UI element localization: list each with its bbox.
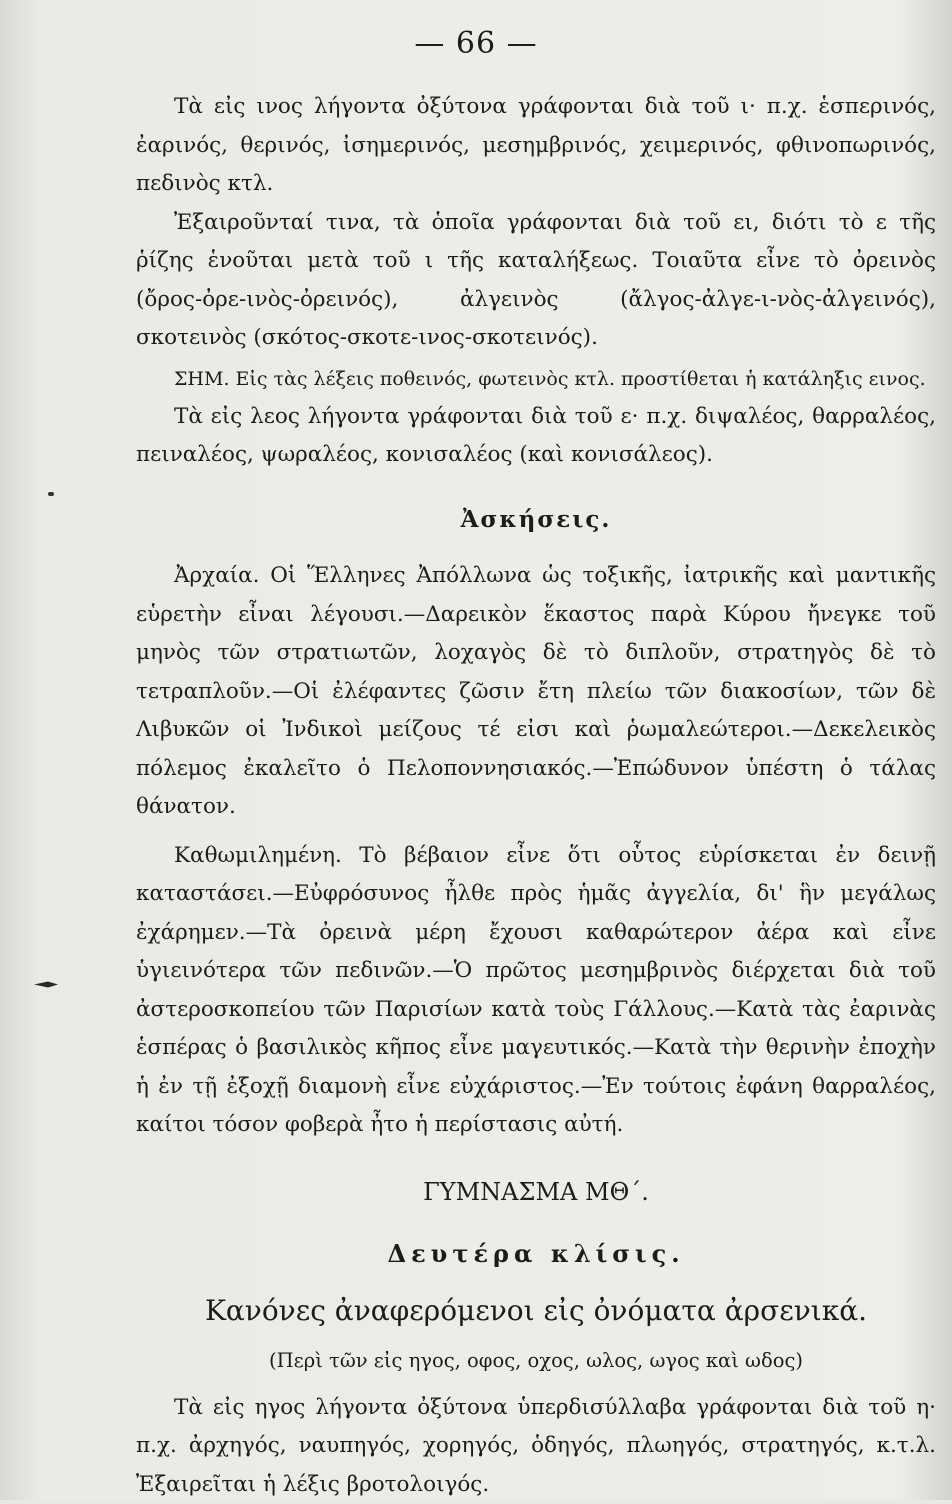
paragraph-modern-examples: Καθωμιλημένη. Τὸ βέβαιον εἶνε ὅτι οὗτος εὑρίσκεται ἐν δεινῇ καταστάσει.—Εὐφρόσυνος ἦλθε πρὸς ἡμᾶς ἀγγελία, δι' ἣν μεγάλως ἐχάρημεν.—Τὰ ὀρεινὰ μέρη ἔχουσι καθαρώτερον ἀέρα καὶ εἶνε ὑγιεινότερα τῶν πεδινῶν.—Ὁ πρῶτος μεσημβρινὸς διέρχεται διὰ τοῦ ἀστεροσκοπείου τῶν Παρισίων κατὰ τοὺς Γάλλους.—Κατὰ τὰς ἐαρινὰς ἑσπέρας ὁ βασιλικὸς κῆπος εἶνε μαγευτικός.—Κατὰ τὴν θερινὴν ἐποχὴν ἡ ἐν τῇ ἐξοχῇ διαμονὴ εἶνε εὐχάριστος.—Ἐν τούτοις ἐφάνη θαρραλέος, καίτοι τόσον φοβερὰ ἦτο ἡ περίστασις αὐτή.: [136, 837, 936, 1145]
parenthetical-endings: (Περὶ τῶν εἰς ηγος, οφος, οχος, ωλος, ωγος καὶ ωδος): [136, 1342, 936, 1381]
paragraph-leos-rule: Τὰ εἰς λεος λήγοντα γράφονται διὰ τοῦ ε· π.χ. διψαλέος, θαρραλέος, πειναλέος, ψωραλέος, κονισαλέος (καὶ κονισάλεος).: [136, 398, 936, 475]
rules-heading: Κανόνες ἀναφερόμενοι εἰς ὀνόματα ἀρσενικά.: [136, 1292, 936, 1331]
margin-mark: [48, 492, 54, 496]
page-number: — 66 —: [0, 26, 952, 61]
paragraph-exceptions: Ἐξαιροῦνταί τινα, τὰ ὁποῖα γράφονται διὰ τοῦ ει, διότι τὸ ε τῆς ῥίζης ἑνοῦται μετὰ τοῦ ι τῆς καταλήξεως. Τοιαῦτα εἶνε τὸ ὀρεινὸς (ὄρος-ὀρε-ινὸς-ὀρεινός), ἀλγεινὸς (ἄλγος-ἀλγε-ι-νὸς-ἀλγεινός), σκοτεινὸς (σκότος-σκοτε-ινος-σκοτεινός).: [136, 204, 936, 358]
paragraph-ancient-examples: Ἀρχαία. Οἱ Ἕλληνες Ἀπόλλωνα ὡς τοξικῆς, ἰατρικῆς καὶ μαντικῆς εὑρετὴν εἶναι λέγουσι.—Δαρεικὸν ἕκαστος παρὰ Κύρου ἤνεγκε τοῦ μηνὸς τῶν στρατιωτῶν, λοχαγὸς δὲ τὸ διπλοῦν, στρατηγὸς δὲ τὸ τετραπλοῦν.—Οἱ ἐλέφαντες ζῶσιν ἔτη πλείω τῶν διακοσίων, τῶν δὲ Λιβυκῶν οἱ Ἰνδικοὶ μείζους τέ εἰσι καὶ ῥωμαλεώτεροι.—Δεκελεικὸς πόλεμος ἐκαλεῖτο ὁ Πελοποννησιακός.—Ἐπώδυνον ὑπέστη ὁ τάλας θάνατον.: [136, 557, 936, 827]
gymnasma-subtitle: Δευτέρα κλίσις.: [136, 1235, 936, 1274]
gymnasma-title: ΓΥΜΝΑΣΜΑ ΜΘ΄.: [136, 1173, 936, 1212]
note-paragraph: ΣΗΜ. Εἰς τὰς λέξεις ποθεινός, φωτεινὸς κτλ. προστίθεται ἡ κατάληξις εινος.: [136, 364, 936, 394]
paragraph-inos-rule: Τὰ εἰς ινος λήγοντα ὀξύτονα γράφονται διὰ τοῦ ι· π.χ. ἑσπερινός, ἐαρινός, θερινός, ἰσημερινός, μεσημβρινός, χειμερινός, φθινοπωρινός, πεδινὸς κτλ.: [136, 88, 936, 204]
paragraph-igos-rule: Τὰ εἰς ηγος λήγοντα ὀξύτονα ὑπερδισύλλαβα γράφονται διὰ τοῦ η· π.χ. ἀρχηγός, ναυπηγός, χορηγός, ὁδηγός, πλωηγός, στρατηγός, κ.τ.λ. Ἐξαιρεῖται ἡ λέξις βροτολοιγός.: [136, 1389, 936, 1504]
page-body: [136, 88, 936, 1504]
margin-arrow-icon: [34, 981, 58, 988]
exercises-heading: Ἀσκήσεις.: [136, 501, 936, 540]
